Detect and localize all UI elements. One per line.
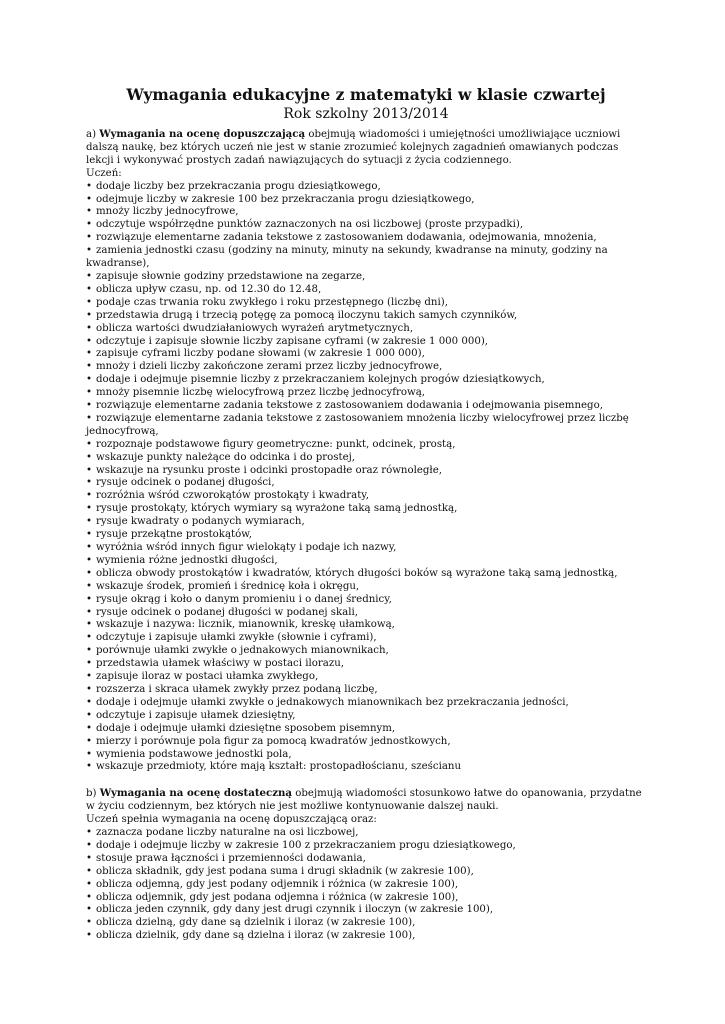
list-item	[86, 413, 646, 439]
list-item	[86, 310, 646, 323]
list-item	[86, 336, 646, 349]
list-item-text: wymienia podstawowe jednostki pola,	[96, 748, 292, 760]
bullet-icon: •	[86, 490, 93, 502]
list-item	[86, 219, 646, 232]
list-item-text: wyróżnia wśród innych figur wielokąty i podaje ich nazwy,	[96, 542, 397, 553]
bullet-icon: •	[86, 619, 93, 631]
list-item	[86, 697, 646, 710]
list-item	[86, 930, 646, 943]
list-item-text: oblicza dzielną, gdy dane są dzielnik i iloraz (w zakresie 100),	[96, 917, 416, 929]
list-item	[86, 271, 646, 284]
list-item	[86, 581, 646, 594]
list-item	[86, 387, 646, 400]
bullet-icon: •	[86, 529, 93, 541]
section-gap	[86, 774, 646, 787]
list-item	[86, 568, 646, 581]
list-item	[86, 749, 646, 762]
list-item-text: rysuje prostokąty, których wymiary są wyrażone taką samą jednostką,	[96, 503, 458, 515]
bullet-icon: •	[86, 309, 93, 321]
list-item	[86, 503, 646, 516]
list-item-text: oblicza jeden czynnik, gdy dany jest drugi czynnik i iloczyn (w zakresie 100),	[96, 904, 494, 916]
bullet-icon: •	[86, 219, 93, 231]
list-item	[86, 879, 646, 892]
bullet-icon: •	[86, 904, 93, 916]
list-item	[86, 892, 646, 905]
bullet-icon: •	[86, 503, 93, 515]
list-item-text: rysuje odcinek o podanej długości w podanej skali,	[96, 606, 358, 618]
list-item	[86, 684, 646, 697]
list-item	[86, 490, 646, 503]
list-item-text: rozpoznaje podstawowe figury geometryczne: punkt, odcinek, prostą,	[96, 438, 456, 450]
list-item-text: mnoży pisemnie liczbę wielocyfrową przez liczbę jednocyfrową,	[96, 387, 426, 399]
section-b-prefix: b)	[86, 788, 100, 800]
list-item	[86, 374, 646, 387]
bullet-icon: •	[86, 580, 93, 592]
list-item-text: przedstawia ułamek właściwy w postaci ilorazu,	[96, 658, 345, 670]
list-item-text: rysuje okrąg i koło o danym promieniu i o danej średnicy,	[96, 593, 392, 605]
list-item-text: zapisuje iloraz w postaci ułamka zwykłego,	[96, 671, 319, 683]
bullet-icon: •	[86, 245, 93, 257]
list-item-text: wskazuje środek, promień i średnicę koła i okręgu,	[96, 580, 360, 592]
list-item-text: porównuje ułamki zwykłe o jednakowych mianownikach,	[96, 645, 389, 657]
bullet-icon: •	[86, 593, 93, 605]
section-a-prefix: a)	[86, 129, 100, 140]
list-item-text: odejmuje liczby w zakresie 100 bez przekraczania progu dziesiątkowego,	[96, 193, 475, 205]
bullet-icon: •	[86, 865, 93, 877]
list-item	[86, 645, 646, 658]
bullet-icon: •	[86, 451, 93, 463]
list-item-text: zaznacza podane liczby naturalne na osi liczbowej,	[96, 827, 359, 839]
list-item-text: rozwiązuje elementarne zadania tekstowe z zastosowaniem dodawania i odejmowania pisemnego,	[96, 400, 603, 412]
bullet-icon: •	[86, 917, 93, 929]
bullet-icon: •	[86, 387, 93, 399]
list-item	[86, 452, 646, 465]
bullet-icon: •	[86, 671, 93, 683]
bullet-icon: •	[86, 374, 93, 386]
list-item	[86, 400, 646, 413]
bullet-icon: •	[86, 477, 93, 489]
list-item-text: odczytuje współrzędne punktów zaznaczonych na osi liczbowej (proste przypadki),	[96, 219, 524, 231]
list-item-text: przedstawia drugą i trzecią potęgę za pomocą iloczynu takich samych czynników,	[96, 309, 518, 321]
bullet-icon: •	[86, 735, 93, 747]
list-item	[86, 723, 646, 736]
list-item	[86, 594, 646, 607]
list-item-text: rysuje kwadraty o podanych wymiarach,	[96, 516, 305, 528]
list-item	[86, 181, 646, 194]
list-item-text: zapisuje cyframi liczby podane słowami (w zakresie 1 000 000),	[96, 348, 425, 360]
bullet-icon: •	[86, 930, 93, 942]
list-item-text: odczytuje i zapisuje ułamek dziesiętny,	[96, 709, 296, 721]
list-item	[86, 761, 646, 774]
bullet-icon: •	[86, 632, 93, 644]
bullet-icon: •	[86, 748, 93, 760]
section-a-list	[86, 181, 646, 775]
list-item	[86, 671, 646, 684]
list-item	[86, 619, 646, 632]
list-item-text: wskazuje punkty należące do odcinka i do prostej,	[96, 451, 356, 463]
section-b-intro-text: obejmują wiadomości stosunkowo łatwe do opanowania, przydatne w życiu codziennym, bez których nie jest możliwe kontynuowanie dalszej nauki.	[86, 788, 642, 813]
section-b-heading: Wymagania na ocenę dostateczną	[99, 787, 293, 800]
list-item-text: rozwiązuje elementarne zadania tekstowe z zastosowaniem dodawania, odejmowania, mnożenia,	[96, 232, 597, 244]
list-item-text: podaje czas trwania roku zwykłego i roku przestępnego (liczbę dni),	[96, 296, 448, 308]
list-item	[86, 632, 646, 645]
list-item-text: odczytuje i zapisuje ułamki zwykłe (słownie i cyframi),	[96, 632, 377, 644]
list-item	[86, 866, 646, 879]
list-item-text: dodaje liczby bez przekraczania progu dziesiątkowego,	[96, 180, 381, 192]
bullet-icon: •	[86, 761, 93, 773]
list-item-text: stosuje prawa łączności i przemienności dodawania,	[96, 852, 366, 864]
document-subtitle: Rok szkolny 2013/2014	[283, 106, 449, 122]
bullet-icon: •	[86, 270, 93, 282]
list-item	[86, 348, 646, 361]
bullet-icon: •	[86, 348, 93, 360]
bullet-icon: •	[86, 283, 93, 295]
list-item-text: oblicza wartości dwudziałaniowych wyrażeń arytmetycznych,	[96, 322, 414, 334]
list-item-text: oblicza upływ czasu, np. od 12.30 do 12.48,	[96, 283, 322, 295]
bullet-icon: •	[86, 438, 93, 450]
list-item-text: rysuje odcinek o podanej długości,	[96, 477, 275, 489]
list-item	[86, 245, 646, 271]
list-item-text: dodaje i odejmuje ułamki zwykłe o jednakowych mianownikach bez przekraczania jedności,	[96, 696, 569, 708]
list-item	[86, 736, 646, 749]
bullet-icon: •	[86, 516, 93, 528]
list-item	[86, 658, 646, 671]
list-item	[86, 232, 646, 245]
list-item-text: oblicza obwody prostokątów i kwadratów, których długości boków są wyrażone taką samą jednostką,	[96, 567, 618, 579]
list-item-text: rozwiązuje elementarne zadania tekstowe z zastosowaniem mnożenia liczby wielocyfrowej przez liczbę jednocyfrową,	[86, 412, 629, 437]
list-item	[86, 555, 646, 568]
bullet-icon: •	[86, 567, 93, 579]
list-item-text: rozszerza i skraca ułamek zwykły przez podaną liczbę,	[96, 683, 378, 695]
list-item	[86, 297, 646, 310]
list-item-text: oblicza odjemnik, gdy jest podana odjemna i różnica (w zakresie 100),	[96, 891, 459, 903]
bullet-icon: •	[86, 696, 93, 708]
bullet-icon: •	[86, 683, 93, 695]
section-b-list	[86, 827, 646, 943]
bullet-icon: •	[86, 891, 93, 903]
list-item-text: mierzy i porównuje pola figur za pomocą kwadratów jednostkowych,	[96, 735, 451, 747]
list-item-text: zamienia jednostki czasu (godziny na minuty, minuty na sekundy, kwadranse na minuty, godziny na kwadranse),	[86, 245, 608, 270]
section-a-lead: Uczeń:	[86, 167, 122, 179]
list-item	[86, 439, 646, 452]
bullet-icon: •	[86, 722, 93, 734]
list-item-text: odczytuje i zapisuje słownie liczby zapisane cyframi (w zakresie 1 000 000),	[96, 335, 489, 347]
section-b	[86, 787, 646, 943]
list-item-text: mnoży liczby jednocyfrowe,	[96, 206, 239, 218]
bullet-icon: •	[86, 658, 93, 670]
bullet-icon: •	[86, 827, 93, 839]
list-item-text: wskazuje przedmioty, które mają kształt: prostopadłościanu, sześcianu	[96, 761, 462, 773]
list-item	[86, 516, 646, 529]
section-b-lead: Uczeń spełnia wymagania na ocenę dopuszczającą oraz:	[86, 814, 377, 826]
bullet-icon: •	[86, 878, 93, 890]
list-item	[86, 284, 646, 297]
list-item	[86, 710, 646, 723]
bullet-icon: •	[86, 361, 93, 373]
list-item-text: dodaje i odejmuje pisemnie liczby z przekraczaniem kolejnych progów dziesiątkowych,	[96, 374, 545, 386]
list-item-text: rozróżnia wśród czworokątów prostokąty i kwadraty,	[96, 490, 369, 502]
bullet-icon: •	[86, 232, 93, 244]
bullet-icon: •	[86, 193, 93, 205]
section-b-intro	[86, 787, 646, 814]
bullet-icon: •	[86, 645, 93, 657]
list-item	[86, 853, 646, 866]
list-item-text: zapisuje słownie godziny przedstawione na zegarze,	[96, 270, 366, 282]
list-item	[86, 465, 646, 478]
list-item	[86, 840, 646, 853]
list-item	[86, 477, 646, 490]
list-item-text: dodaje i odejmuje liczby w zakresie 100 z przekraczaniem progu dziesiątkowego,	[96, 839, 516, 851]
section-a-intro	[86, 128, 646, 168]
bullet-icon: •	[86, 606, 93, 618]
list-item	[86, 194, 646, 207]
list-item	[86, 361, 646, 374]
list-item	[86, 904, 646, 917]
list-item-text: oblicza składnik, gdy jest podana suma i drugi składnik (w zakresie 100),	[96, 865, 474, 877]
bullet-icon: •	[86, 852, 93, 864]
list-item-text: dodaje i odejmuje ułamki dziesiętne sposobem pisemnym,	[96, 722, 396, 734]
bullet-icon: •	[86, 296, 93, 308]
list-item	[86, 917, 646, 930]
section-a-intro-text: obejmują wiadomości i umiejętności umożliwiające uczniowi dalszą naukę, bez których uczeń nie jest w stanie zrozumieć kolejnych zagadnień omawianych podczas lekcji i wykonywać prostych zadań nawiązujących do sytuacji z życia codziennego.	[86, 129, 621, 166]
list-item	[86, 542, 646, 555]
list-item	[86, 206, 646, 219]
bullet-icon: •	[86, 839, 93, 851]
list-item-text: mnoży i dzieli liczby zakończone zerami przez liczby jednocyfrowe,	[96, 361, 443, 373]
list-item-text: wskazuje na rysunku proste i odcinki prostopadłe oraz równoległe,	[96, 464, 442, 476]
bullet-icon: •	[86, 180, 93, 192]
bullet-icon: •	[86, 709, 93, 721]
list-item-text: oblicza dzielnik, gdy dane są dzielna i iloraz (w zakresie 100),	[96, 930, 416, 942]
bullet-icon: •	[86, 335, 93, 347]
list-item-text: oblicza odjemną, gdy jest podany odjemnik i różnica (w zakresie 100),	[96, 878, 459, 890]
bullet-icon: •	[86, 412, 93, 424]
bullet-icon: •	[86, 542, 93, 553]
bullet-icon: •	[86, 206, 93, 218]
list-item	[86, 323, 646, 336]
bullet-icon: •	[86, 554, 93, 566]
list-item	[86, 529, 646, 542]
document-page	[86, 86, 646, 943]
list-item-text: rysuje przekątne prostokątów,	[96, 529, 253, 541]
section-a-heading: Wymagania na ocenę dopuszczającą	[99, 128, 306, 140]
list-item-text: wskazuje i nazywa: licznik, mianownik, kreskę ułamkową,	[96, 619, 395, 631]
document-title: Wymagania edukacyjne z matematyki w klasie czwartej	[126, 85, 606, 104]
bullet-icon: •	[86, 400, 93, 412]
bullet-icon: •	[86, 464, 93, 476]
section-a	[86, 128, 646, 774]
list-item	[86, 607, 646, 620]
list-item	[86, 827, 646, 840]
list-item-text: wymienia różne jednostki długości,	[96, 554, 278, 566]
bullet-icon: •	[86, 322, 93, 334]
